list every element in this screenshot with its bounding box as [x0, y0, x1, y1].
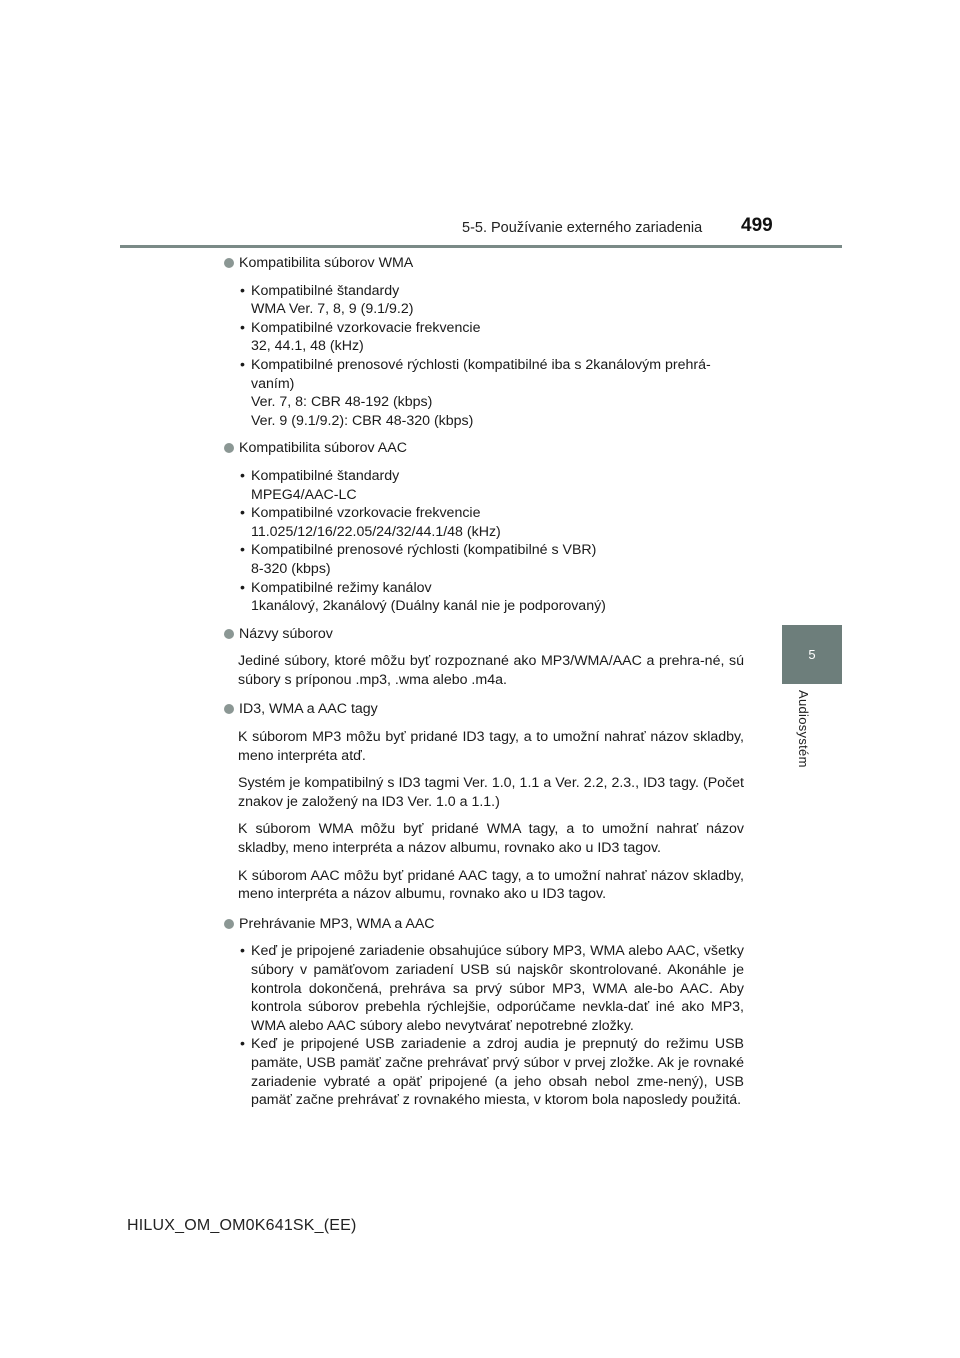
item-line: WMA Ver. 7, 8, 9 (9.1/9.2) [251, 301, 414, 318]
list-item [224, 282, 744, 319]
bullet-dot-icon [224, 258, 234, 268]
list-mark: • [240, 467, 245, 484]
list-mark: • [240, 282, 245, 299]
paragraph: K súborom WMA môžu byť pridané WMA tagy, a to umožní nahrať názov skladby, meno interpréta a názov albumu, rovnako ako u ID3 tagov. [238, 821, 744, 857]
list-mark: • [240, 943, 245, 960]
bullet-dot-icon [224, 629, 234, 639]
item-line: Ver. 9 (9.1/9.2): CBR 48-320 (kbps) [251, 412, 474, 429]
item-line: MPEG4/AAC-LC [251, 486, 357, 503]
item-line: 8-320 (kbps) [251, 560, 331, 577]
list-item [224, 319, 744, 356]
bullet-heading-playback [224, 915, 744, 934]
item-line: Kompatibilné vzorkovacie frekvencie [251, 319, 481, 336]
item-line: 11.025/12/16/22.05/24/32/44.1/48 (kHz) [251, 523, 501, 540]
item-line: Kompatibilné prenosové rýchlosti (kompatibilné iba s 2kanálovým prehrá- [251, 356, 711, 373]
bullet-heading-aac [224, 439, 744, 458]
heading-text: ID3, WMA a AAC tagy [239, 701, 378, 718]
item-line: Ver. 7, 8: CBR 48-192 (kbps) [251, 394, 433, 411]
list-mark: • [240, 542, 245, 559]
chapter-label: Audiosystém [796, 690, 811, 768]
item-line: Kompatibilné vzorkovacie frekvencie [251, 505, 481, 522]
item-line: vaním) [251, 375, 295, 392]
list-mark: • [240, 505, 245, 522]
list-item [224, 579, 744, 616]
aac-list [224, 467, 744, 616]
item-line: Kompatibilné prenosové rýchlosti (kompatibilné s VBR) [251, 542, 597, 559]
item-line: Kompatibilné štandardy [251, 467, 400, 484]
list-mark: • [240, 319, 245, 336]
paragraph: Jediné súbory, ktoré môžu byť rozpoznané ako MP3/WMA/AAC a prehra-né, sú súbory s príponou .mp3, .wma alebo .m4a. [238, 653, 744, 688]
bullet-heading-wma [224, 254, 744, 273]
paragraph: K súborom AAC môžu byť pridané AAC tagy, a to umožní nahrať názov skladby, meno interpréta a názov albumu, rovnako ako u ID3 tagov. [238, 867, 744, 903]
section-title: 5-5. Používanie externého zariadenia [462, 220, 703, 236]
header-divider [120, 245, 842, 248]
paragraph: Systém je kompatibilný s ID3 tagmi Ver. 1.0, 1.1 a Ver. 2.2, 2.3., ID3 tagy. (Počet znakov je založený na ID3 Ver. 1.0 a 1.1.) [238, 775, 744, 810]
heading-text: Kompatibilita súborov AAC [239, 440, 407, 457]
list-item [224, 942, 744, 1035]
list-item [224, 1035, 744, 1109]
bullet-dot-icon [224, 443, 234, 453]
heading-text: Prehrávanie MP3, WMA a AAC [239, 915, 435, 932]
item-line: Kompatibilné režimy kanálov [251, 579, 432, 596]
page-content [224, 254, 744, 1119]
bullet-dot-icon [224, 919, 234, 929]
paragraph: K súborom MP3 môžu byť pridané ID3 tagy, a to umožní nahrať názov skladby, meno interpréta atď. [238, 729, 744, 764]
list-mark: • [240, 1036, 245, 1053]
heading-text: Kompatibilita súborov WMA [239, 255, 414, 271]
item-line: Kompatibilné štandardy [251, 282, 400, 299]
item-line: 1kanálový, 2kanálový (Duálny kanál nie je podporovaný) [251, 598, 606, 615]
list-mark: • [240, 579, 245, 596]
list-item [224, 356, 744, 430]
page-number: 499 [741, 215, 773, 236]
list-item [224, 504, 744, 541]
list-mark: • [240, 356, 245, 373]
bullet-heading-tags [224, 700, 744, 719]
heading-text: Názvy súborov [239, 625, 333, 642]
item-text: Keď je pripojené zariadenie obsahujúce súbory MP3, WMA alebo AAC, všetky súbory v pamäťovom zariadení USB sú najskôr skontrolované. Akonáhle je kontrola dokončená, prehráva sa prvý súbor MP3, WMA ale-bo AAC. Aby kontrola súborov prebehla rýchlejšie, odporúčame nevkla-dať iné ako MP3, WMA alebo AAC súbory alebo nevytvárať nepotrebné zložky. [251, 943, 744, 1034]
wma-list [224, 282, 744, 431]
bullet-heading-filenames [224, 625, 744, 644]
list-item [224, 541, 744, 578]
list-item [224, 467, 744, 504]
bullet-dot-icon [224, 704, 234, 714]
footer-code: HILUX_OM_OM0K641SK_(EE) [127, 1217, 357, 1234]
playback-list [224, 942, 744, 1109]
chapter-tab [782, 625, 842, 684]
item-line: 32, 44.1, 48 (kHz) [251, 338, 364, 355]
item-text: Keď je pripojené USB zariadenie a zdroj audia je prepnutý do režimu USB pamäte, USB pamäť začne prehrávať prvý súbor v prvej zložke. Ak je rovnaké zariadenie vybraté a opäť pripojené (a jeho obsah nebol zme-nený), USB pamäť začne prehrávať z rovnakého miesta, v ktorom bola naposledy použitá. [251, 1036, 744, 1109]
chapter-number: 5 [808, 647, 816, 662]
